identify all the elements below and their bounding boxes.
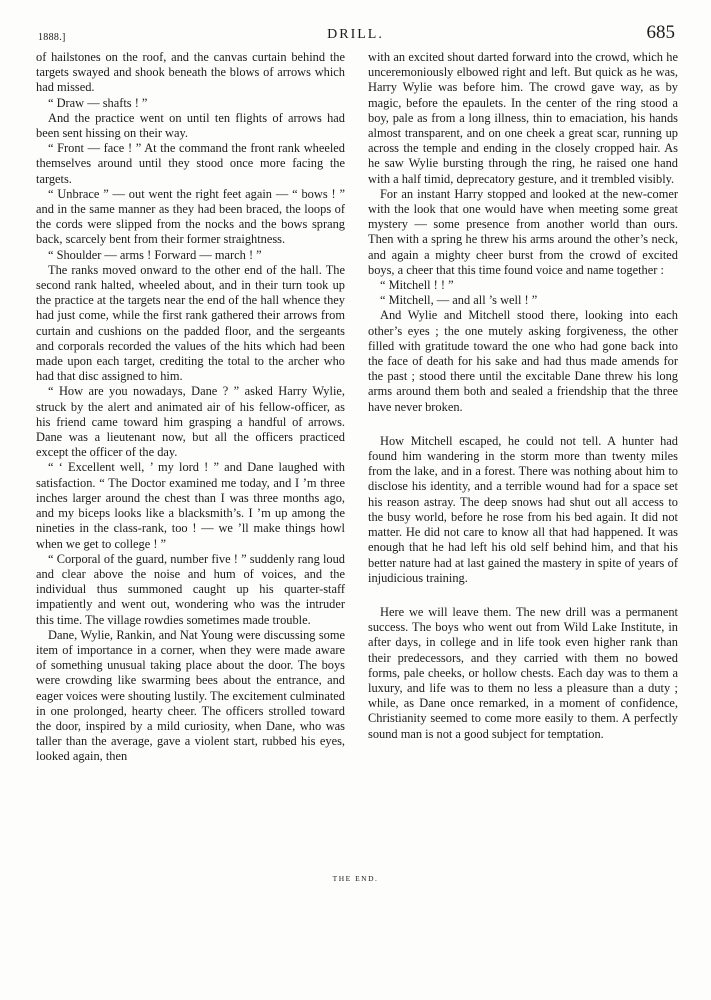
paragraph: And Wylie and Mitchell stood there, looking into each other’s eyes ; the one mutely asking forgiveness, the other filled with gratitude toward the one who had gone back into the face of death for his sake and had thus made amends for the past ; stood there until the excitable Dane threw his long arms around them both and sealed a friendship that the three have never broken. (368, 308, 678, 414)
paragraph: of hailstones on the roof, and the canvas curtain behind the targets swayed and shook beneath the blows of arrows which had missed. (36, 50, 345, 95)
paragraph: The ranks moved onward to the other end of the hall. The second rank halted, wheeled about, and in their turn took up the practice at the targets near the end of the hall whence they had just come, while the first rank gathered their arrows from curtain and cushions on the padded floor, and the sergeants and corporals recorded the values of the hits which had been made upon each target, crediting the total to the archer who had that disc assigned to him. (36, 262, 345, 384)
paragraph: “ Corporal of the guard, number five ! ” suddenly rang loud and clear above the noise and hum of voices, and the individual thus summoned caught up his quarter-staff impatiently and went out, wondering who was the intruder this time. The village rowdies sometimes made trouble. (36, 551, 345, 627)
paragraph: “ Draw — shafts ! ” (48, 95, 148, 110)
paragraph: “ Mitchell ! ! ” (380, 278, 454, 293)
running-title: DRILL. (327, 27, 384, 42)
paragraph: “ ‘ Excellent well, ’ my lord ! ” and Dane laughed with satisfaction. “ The Doctor examined me today, and I ’m three inches larger around the chest than I was three months ago, and my biceps looks like a blacksmith’s. I ’m up among the nineties in the class-rank, too ! — we ’ll make things howl when we get to college ! ” (36, 460, 345, 551)
paragraph: And the practice went on until ten flights of arrows had been sent hissing on their way. (36, 110, 345, 141)
header-year: 1888.] (38, 32, 66, 43)
paragraph: Dane, Wylie, Rankin, and Nat Young were discussing some item of importance in a corner, when they were made aware of something unusual taking place about the door. The boys were crowding like swarming bees about the entrance, and eager voices were shouting lustily. The excitement culminated in one prolonged, hearty cheer. The officers strolled toward the door, inspired by a mild curiosity, when Dane, who was taller than the average, gave a violent start, rubbed his eyes, looked again, then (36, 627, 345, 764)
left-column (36, 50, 345, 765)
right-column (368, 50, 678, 742)
paragraph: “ Mitchell, — and all ’s well ! ” (380, 293, 538, 308)
paragraph: “ How are you nowadays, Dane ? ” asked Harry Wylie, struck by the alert and animated air of his fellow-officer, as his friend came toward him grasping a handful of arrows. Dane was a lieutenant now, but all the officers practiced except the officer of the day. (36, 384, 345, 460)
page-number: 685 (646, 22, 675, 43)
paragraph: “ Unbrace ” — out went the right feet again — “ bows ! ” and in the same manner as they had been braced, the loops of the cords were slipped from the nocks and the bows sprang back, scarcely bent from their former straightness. (36, 186, 345, 247)
paragraph: For an instant Harry stopped and looked at the new-comer with the look that one would have when meeting some great mystery — some presence from another world than ours. Then with a spring he threw his arms around the other’s neck, and again a mighty cheer burst from the crowd of excited boys, a cheer that this time found voice and name together : (368, 186, 678, 277)
paragraph: “ Shoulder — arms ! Forward — march ! ” (48, 247, 262, 262)
paragraph: Here we will leave them. The new drill was a permanent success. The boys who went out from Wild Lake Institute, in after days, in college and in life took even higher rank than their predecessors, and they carried with them no bowed forms, pale cheeks, or hollow chests. Each day was to them a luxury, and life was to them no less a pleasure than a duty ; while, as Dane once remarked, in a moment of confidence, Christianity seemed to come more easily to them. A perfectly sound man is not a good subject for temptation. (368, 604, 678, 741)
paragraph: with an excited shout darted forward into the crowd, which he unceremoniously elbowed right and left. But quick as he was, Harry Wylie was before him. The crowd gave way, as by magic, before the epaulets. In the center of the ring stood a boy, pale as from a long illness, thin to emaciation, his hands almost transparent, and on one cheek a great scar, running up across the temple and ending in the closely cropped hair. As he saw Wylie bursting through the ring, he raised one hand with a half timid, deprecatory gesture, and it trembled visibly. (368, 50, 678, 186)
the-end-marker: THE END. (332, 874, 379, 883)
paragraph: “ Front — face ! ” At the command the front rank wheeled themselves around until they stood once more facing the targets. (36, 141, 345, 186)
paragraph: How Mitchell escaped, he could not tell. A hunter had found him wandering in the storm more than twenty miles from the lake, and in a forest. There was nothing about him to disclose his identity, and a terrible wound had for a space set his reason astray. The deep snows had shut out all access to the busy world, before he rose from his bed again. It did not matter. He did not care to know all that had happened. It was enough that he had left his old self behind him, and that his better nature had at last gained the mastery in spite of years of injudicious training. (368, 433, 678, 585)
